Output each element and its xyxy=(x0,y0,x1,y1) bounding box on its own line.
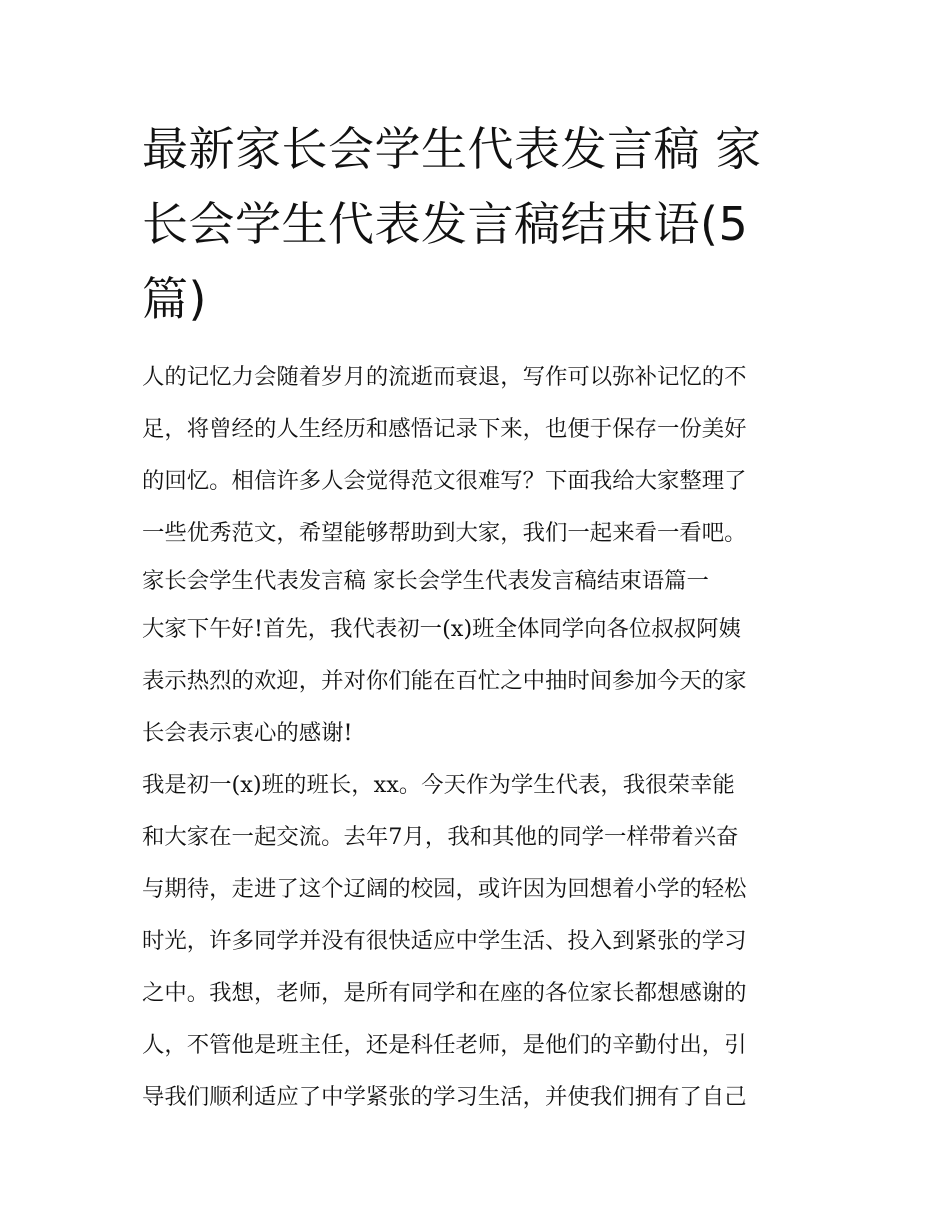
body-line: 与期待，走进了这个辽阔的校园，或许因为回想着小学的轻松 xyxy=(142,876,747,902)
body-line: 人的记忆力会随着岁月的流逝而衰退，写作可以弥补记忆的不 xyxy=(142,364,747,390)
document-body xyxy=(142,351,814,1123)
title-line: 长会学生代表发言稿结束语(5 xyxy=(142,197,749,251)
body-line: 时光，许多同学并没有很快适应中学生活、投入到紧张的学习 xyxy=(142,928,747,954)
document-page xyxy=(142,112,814,1123)
document-title xyxy=(142,112,814,337)
body-line: 之中。我想，老师，是所有同学和在座的各位家长都想感谢的 xyxy=(142,980,747,1006)
body-line: 大家下午好!首先，我代表初一(x)班全体同学向各位叔叔阿姨 xyxy=(142,616,741,642)
body-line: 一些优秀范文，希望能够帮助到大家，我们一起来看一看吧。 xyxy=(142,520,747,546)
body-line: 长会表示衷心的感谢! xyxy=(142,720,353,746)
title-line: 篇) xyxy=(142,272,207,326)
body-line: 导我们顺利适应了中学紧张的学习生活，并使我们拥有了自己 xyxy=(142,1084,747,1110)
title-line: 最新家长会学生代表发言稿 家 xyxy=(142,122,762,176)
body-line: 和大家在一起交流。去年7月，我和其他的同学一样带着兴奋 xyxy=(142,824,739,850)
body-line: 人，不管他是班主任，还是科任老师，是他们的辛勤付出，引 xyxy=(142,1032,747,1058)
body-line: 足，将曾经的人生经历和感悟记录下来，也便于保存一份美好 xyxy=(142,416,747,442)
body-line: 我是初一(x)班的班长，xx。今天作为学生代表，我很荣幸能 xyxy=(142,772,735,798)
body-line: 表示热烈的欢迎，并对你们能在百忙之中抽时间参加今天的家 xyxy=(142,668,747,694)
section-heading: 家长会学生代表发言稿 家长会学生代表发言稿结束语篇一 xyxy=(142,568,709,594)
body-line: 的回忆。相信许多人会觉得范文很难写？下面我给大家整理了 xyxy=(142,468,747,494)
